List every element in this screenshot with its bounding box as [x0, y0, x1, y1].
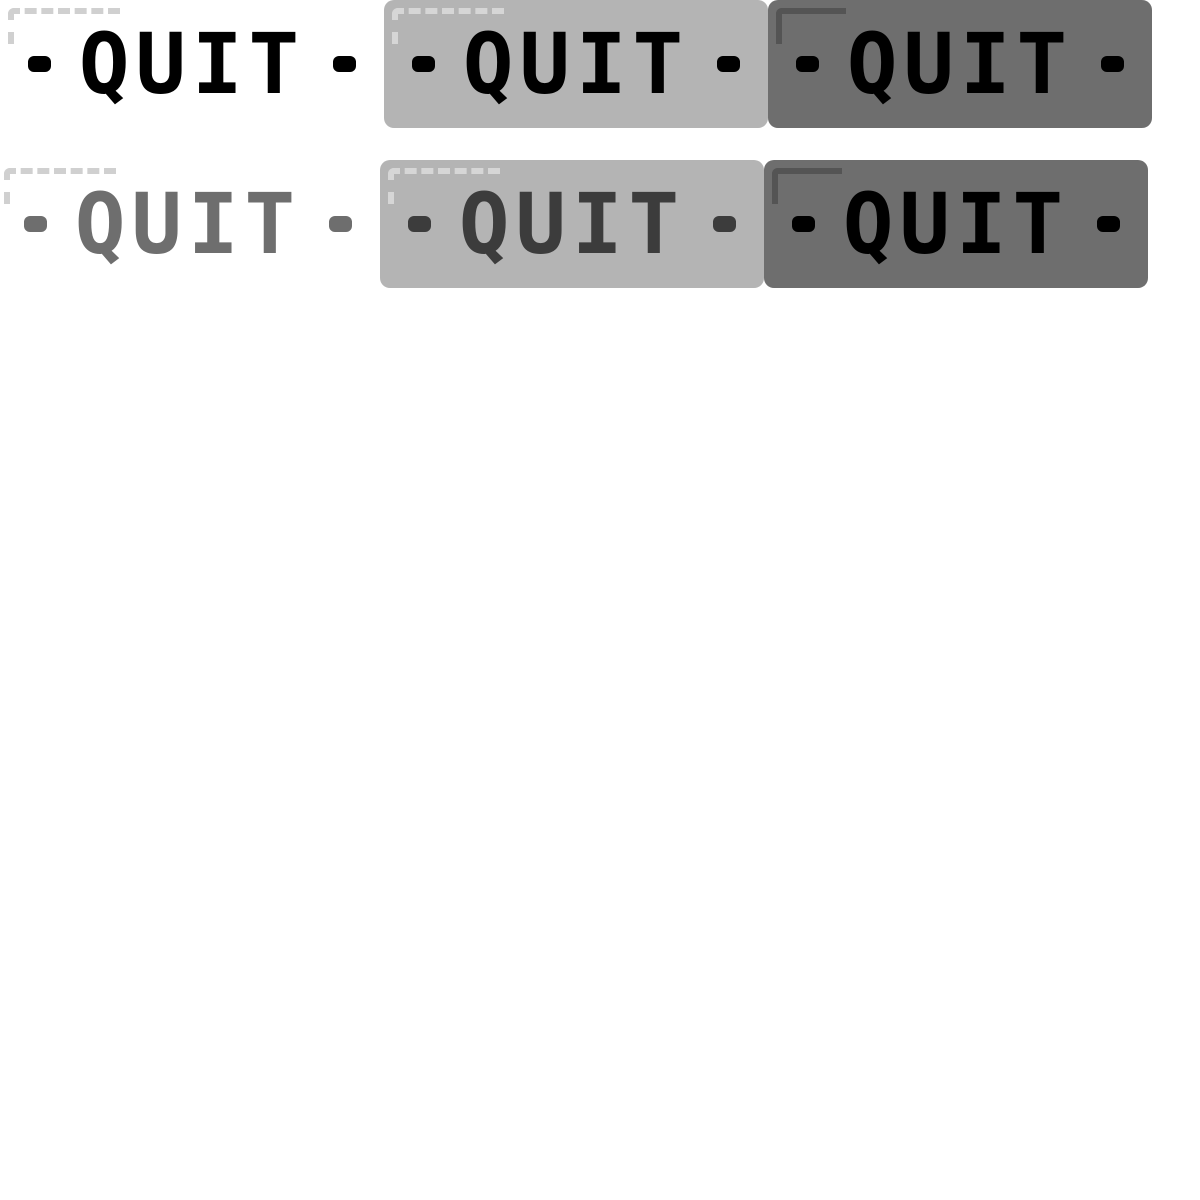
button-row-secondary	[0, 160, 1200, 288]
button-row-enabled	[0, 0, 1200, 128]
quit-button-pressed-secondary[interactable]	[764, 160, 1148, 288]
dash-right-icon	[717, 56, 740, 72]
quit-button-hover-secondary[interactable]	[380, 160, 764, 288]
dash-left-icon	[796, 56, 819, 72]
dash-left-icon	[408, 216, 431, 232]
quit-button-hover[interactable]	[384, 0, 768, 128]
dash-right-icon	[329, 216, 352, 232]
dash-right-icon	[1101, 56, 1124, 72]
quit-button-normal[interactable]	[0, 0, 384, 128]
quit-label: QUIT	[74, 175, 302, 273]
quit-button-normal-secondary[interactable]	[0, 160, 380, 288]
dash-right-icon	[333, 56, 356, 72]
dash-left-icon	[412, 56, 435, 72]
quit-button-pressed[interactable]	[768, 0, 1152, 128]
dash-left-icon	[28, 56, 51, 72]
button-label	[0, 0, 384, 128]
dash-left-icon	[792, 216, 815, 232]
quit-label: QUIT	[842, 175, 1070, 273]
button-label	[384, 0, 768, 128]
quit-label: QUIT	[462, 15, 690, 113]
quit-label: QUIT	[78, 15, 306, 113]
dash-left-icon	[24, 216, 47, 232]
quit-label: QUIT	[846, 15, 1074, 113]
button-label	[380, 160, 764, 288]
button-label	[764, 160, 1148, 288]
button-label	[0, 160, 380, 288]
dash-right-icon	[1097, 216, 1120, 232]
dash-right-icon	[713, 216, 736, 232]
button-label	[768, 0, 1152, 128]
quit-label: QUIT	[458, 175, 686, 273]
